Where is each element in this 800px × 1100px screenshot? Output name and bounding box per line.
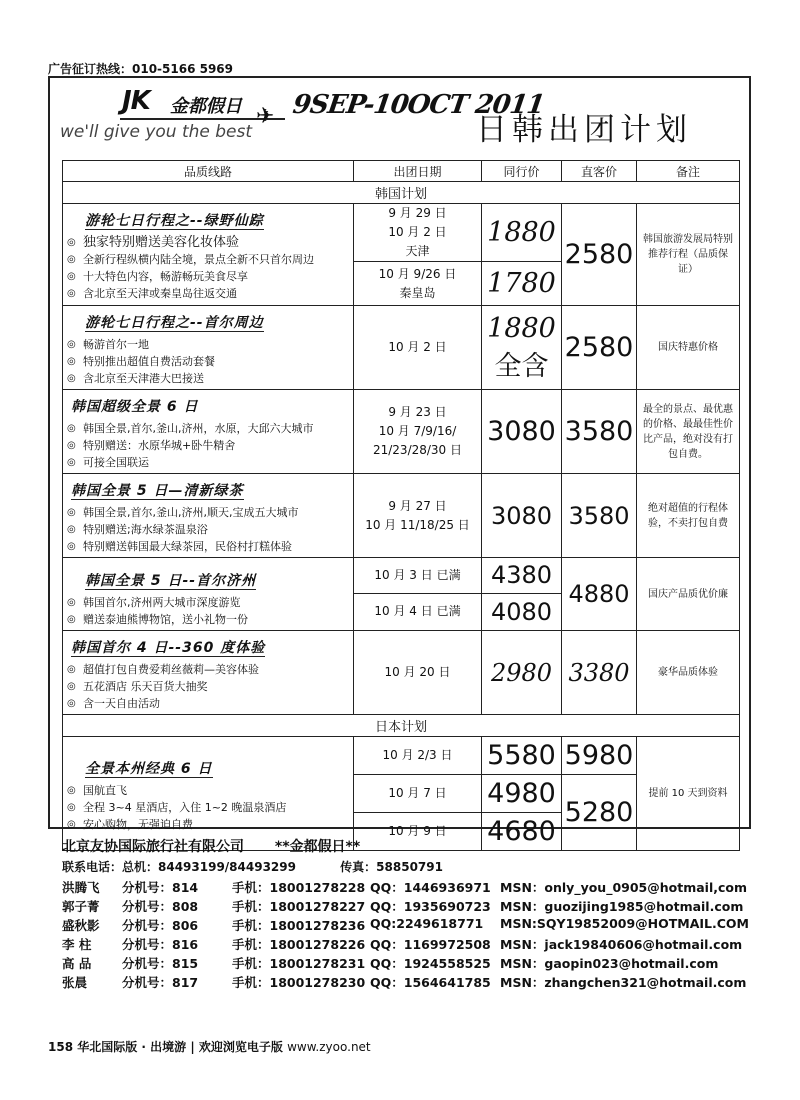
bullet-icon: ◎ (67, 698, 76, 709)
staff-qq: QQ：1935690723 (370, 899, 491, 914)
retail-price: 4880 (562, 558, 637, 631)
note-cell: 提前 10 天到资料 (637, 737, 740, 851)
section-korea-label: 韩国计划 (63, 182, 740, 204)
bullet-icon: ◎ (67, 339, 76, 350)
route-title: 全景本州经典 6 日 (85, 761, 213, 777)
bullet-icon: ◎ (67, 664, 76, 675)
date-cell: 10 月 7 日 (354, 775, 482, 813)
bullet-icon: ◎ (67, 356, 76, 367)
col-header-date: 出团日期 (354, 161, 482, 182)
table-row (63, 558, 740, 594)
staff-row (62, 897, 762, 916)
route-title: 韩国全景 5 日--首尔济州 (85, 573, 257, 589)
bullet-icon: ◎ (67, 271, 76, 282)
bullet-icon: ◎ (67, 785, 76, 796)
note-cell: 最全的景点、最优惠的价格、最最佳性价比产品，绝对没有打包自费。 (637, 390, 740, 474)
note-cell: 韩国旅游发展局特别推荐行程（品质保证） (637, 204, 740, 306)
staff-mobile: 手机：18001278226 (232, 937, 366, 952)
list-item: ◎ 全程 3~4 星酒店，入住 1~2 晚温泉酒店 (67, 801, 287, 814)
page-footer (48, 1038, 371, 1055)
staff-ext: 分机号：808 (122, 899, 199, 914)
note-cell: 豪华品质体验 (637, 631, 740, 715)
retail-price: 5280 (562, 775, 637, 851)
staff-ext: 分机号：814 (122, 880, 199, 895)
staff-row (62, 916, 762, 935)
company-brand: **金都假日** (274, 839, 361, 855)
logo-slogan: we'll give you the best (60, 122, 253, 142)
retail-price: 2580 (562, 306, 637, 390)
list-item: ◎ 韩国首尔,济州两大城市深度游览 (67, 596, 241, 609)
list-item: ◎ 特别赠送韩国最大绿茶园，民俗村打糕体验 (67, 540, 292, 553)
list-item: ◎ 特别推出超值自费活动套餐 (67, 355, 215, 368)
note-cell: 国庆产品质优价廉 (637, 558, 740, 631)
staff-row (62, 954, 762, 973)
retail-price: 3580 (562, 390, 637, 474)
staff-qq: QQ:2249618771 (370, 916, 484, 931)
footer-tagline: | 欢迎浏览电子版 (190, 1040, 283, 1054)
date-range: 9SEP-10OCT 2011 (290, 90, 546, 120)
route-cell (63, 306, 354, 390)
list-item: ◎ 特别赠送：水原华城+卧牛精舍 (67, 439, 236, 452)
staff-msn[interactable]: MSN:SQY19852009@HOTMAIL.COM (500, 916, 749, 931)
fax: 传真：58850791 (340, 860, 443, 874)
staff-msn[interactable]: MSN：only_you_0905@hotmail,com (500, 880, 748, 895)
bullet-icon: ◎ (67, 440, 76, 451)
peer-price: 1880 全含 (482, 306, 562, 390)
staff-msn[interactable]: MSN：jack19840606@hotmail.com (500, 937, 743, 952)
peer-price: 4680 (482, 813, 562, 851)
list-item: ◎ 含一天自由活动 (67, 697, 160, 710)
list-item: ◎ 韩国全景,首尔,釜山,济州,顺天,宝成五大城市 (67, 506, 299, 519)
bullet-icon: ◎ (67, 541, 76, 552)
staff-ext: 分机号：815 (122, 956, 199, 971)
list-item: ◎ 五花酒店 乐天百货大抽奖 (67, 680, 208, 693)
note-cell: 国庆特惠价格 (637, 306, 740, 390)
ad-hotline: 广告征订热线：010-5166 5969 (48, 62, 234, 76)
route-title: 游轮七日行程之--绿野仙踪 (85, 213, 264, 229)
date-cell: 10 月 2 日 (354, 306, 482, 390)
peer-price: 4380 (482, 558, 562, 594)
table-row (63, 737, 740, 775)
list-item: ◎ 独家特别赠送美容化妆体验 (67, 235, 240, 250)
list-item: ◎ 赠送泰迪熊博物馆，送小礼物一份 (67, 613, 248, 626)
staff-qq: QQ：1446936971 (370, 880, 491, 895)
table-row (63, 306, 740, 390)
bullet-icon: ◎ (67, 423, 76, 434)
list-item: ◎ 国航直飞 (67, 784, 127, 797)
staff-row (62, 878, 762, 897)
bullet-icon: ◎ (67, 373, 76, 384)
staff-msn[interactable]: MSN：gaopin023@hotmail.com (500, 956, 719, 971)
brand-logo (60, 86, 290, 150)
page-title: 日韩出团计划 (476, 112, 692, 148)
staff-name: 郭子菁 (62, 899, 100, 914)
table-row (63, 204, 740, 262)
retail-price: 5980 (562, 737, 637, 775)
bullet-icon: ◎ (67, 288, 76, 299)
retail-price: 3580 (562, 474, 637, 558)
staff-name: 李 柱 (62, 937, 92, 952)
note-cell: 绝对超值的行程体验，不卖打包自费 (637, 474, 740, 558)
staff-row (62, 935, 762, 954)
date-cell: 9 月 29 日 10 月 2 日 天津 (354, 204, 482, 262)
bullet-icon: ◎ (67, 681, 76, 692)
bullet-icon: ◎ (67, 597, 76, 608)
route-title: 韩国全景 5 日—清新绿茶 (71, 483, 244, 499)
phone: 联系电话：总机：84493199/84493299 (62, 860, 296, 874)
route-cell (63, 631, 354, 715)
staff-mobile: 手机：18001278231 (232, 956, 366, 971)
staff-qq: QQ：1924558525 (370, 956, 491, 971)
staff-name: 洪腾飞 (62, 880, 100, 895)
section-korea (63, 182, 740, 204)
contact-line (62, 858, 443, 875)
date-cell: 9 月 23 日 10 月 7/9/16/ 21/23/28/30 日 (354, 390, 482, 474)
date-cell: 10 月 3 日 已满 (354, 558, 482, 594)
staff-ext: 分机号：816 (122, 937, 199, 952)
peer-price: 1880 (482, 204, 562, 262)
table-row (63, 390, 740, 474)
col-header-retail-price: 直客价 (562, 161, 637, 182)
list-item: ◎ 安心购物，无强迫自费 (67, 818, 193, 831)
date-cell: 10 月 20 日 (354, 631, 482, 715)
peer-price: 3080 (482, 390, 562, 474)
staff-msn[interactable]: MSN：zhangchen321@hotmail.com (500, 975, 747, 990)
bullet-icon: ◎ (67, 614, 76, 625)
route-cell (63, 204, 354, 306)
staff-ext: 分机号：806 (122, 918, 199, 933)
table-header-row (63, 161, 740, 182)
bullet-icon: ◎ (67, 819, 76, 830)
staff-qq: QQ：1169972508 (370, 937, 491, 952)
tour-table (62, 160, 740, 851)
peer-price: 5580 (482, 737, 562, 775)
list-item: ◎ 可接全国联运 (67, 456, 149, 469)
staff-mobile: 手机：18001278227 (232, 899, 366, 914)
peer-price: 2980 (482, 631, 562, 715)
section-japan (63, 715, 740, 737)
date-cell: 9 月 27 日 10 月 11/18/25 日 (354, 474, 482, 558)
list-item: ◎ 超值打包自费爱莉丝薇莉—美容体验 (67, 663, 259, 676)
staff-name: 高 品 (62, 956, 92, 971)
peer-price: 3080 (482, 474, 562, 558)
airplane-icon: ✈ (256, 104, 275, 129)
staff-mobile: 手机：18001278236 (232, 918, 366, 933)
logo-jk: JK (122, 86, 150, 116)
retail-price: 3380 (562, 631, 637, 715)
col-header-peer-price: 同行价 (482, 161, 562, 182)
route-cell (63, 558, 354, 631)
peer-price: 1780 (482, 262, 562, 306)
staff-row (62, 973, 762, 992)
table-row (63, 474, 740, 558)
peer-price: 4980 (482, 775, 562, 813)
staff-name: 张晨 (62, 975, 88, 990)
bullet-icon: ◎ (67, 237, 76, 248)
staff-ext: 分机号：817 (122, 975, 199, 990)
list-item: ◎ 全新行程纵横内陆全境，景点全新不只首尔周边 (67, 253, 314, 266)
date-cell: 10 月 4 日 已满 (354, 593, 482, 630)
company-name: 北京友协国际旅行社有限公司 (62, 839, 244, 855)
route-cell (63, 390, 354, 474)
list-item: ◎ 韩国全景,首尔,釜山,济州，水原，大邱六大城市 (67, 422, 314, 435)
table-row (63, 631, 740, 715)
page-number: 158 华北国际版 · 出境游 (48, 1040, 187, 1054)
logo-brand-cn: 金都假日 (170, 96, 242, 117)
staff-mobile: 手机：18001278230 (232, 975, 366, 990)
bullet-icon: ◎ (67, 802, 76, 813)
staff-name: 盛秋影 (62, 918, 100, 933)
website-link[interactable]: www.zyoo.net (287, 1040, 371, 1054)
route-cell (63, 474, 354, 558)
date-cell: 10 月 9/26 日 秦皇岛 (354, 262, 482, 306)
peer-price: 4080 (482, 593, 562, 630)
bullet-icon: ◎ (67, 524, 76, 535)
staff-mobile: 手机：18001278228 (232, 880, 366, 895)
list-item: ◎ 含北京至天津或秦皇岛往返交通 (67, 287, 237, 300)
staff-msn[interactable]: MSN：guozijing1985@hotmail.com (500, 899, 744, 914)
route-title: 韩国首尔 4 日--360 度体验 (71, 640, 266, 656)
list-item: ◎ 十大特色内容，畅游畅玩美食尽享 (67, 270, 248, 283)
company-line (62, 836, 360, 856)
staff-list (62, 878, 762, 992)
staff-qq: QQ：1564641785 (370, 975, 491, 990)
route-title: 韩国超级全景 6 日 (71, 399, 199, 415)
list-item: ◎ 畅游首尔一地 (67, 338, 149, 351)
col-header-route: 品质线路 (63, 161, 354, 182)
col-header-note: 备注 (637, 161, 740, 182)
route-cell (63, 737, 354, 851)
date-cell: 10 月 9 日 (354, 813, 482, 851)
section-japan-label: 日本计划 (63, 715, 740, 737)
list-item: ◎ 含北京至天津港大巴接送 (67, 372, 204, 385)
route-title: 游轮七日行程之--首尔周边 (85, 315, 264, 331)
bullet-icon: ◎ (67, 507, 76, 518)
bullet-icon: ◎ (67, 457, 76, 468)
date-cell: 10 月 2/3 日 (354, 737, 482, 775)
retail-price: 2580 (562, 204, 637, 306)
list-item: ◎ 特别赠送;海水绿茶温泉浴 (67, 523, 208, 536)
bullet-icon: ◎ (67, 254, 76, 265)
